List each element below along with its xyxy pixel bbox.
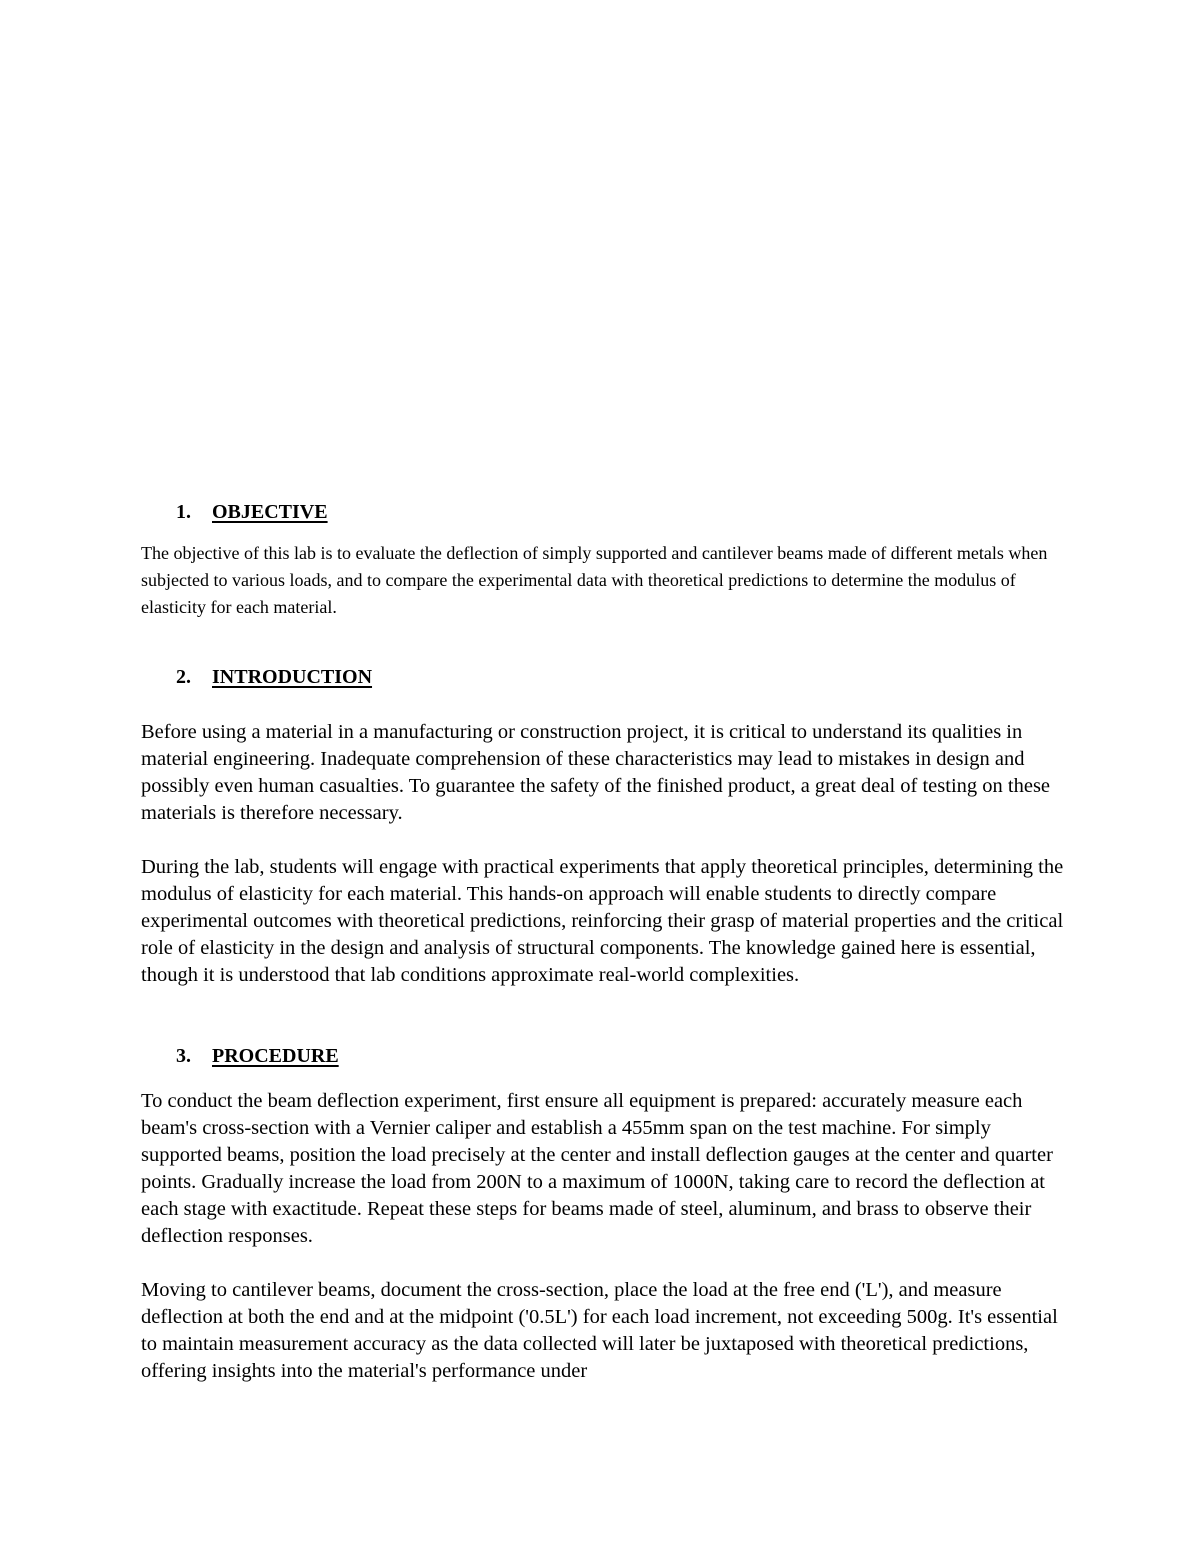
section-number: 1. xyxy=(176,501,191,523)
section-title: PROCEDURE xyxy=(212,1045,339,1067)
section-number: 3. xyxy=(176,1045,191,1067)
objective-paragraph: The objective of this lab is to evaluate the deflection of simply supported and cantilever beams made of different metals when subjected to various loads, and to compare the experimental data with theoretical predictions to determine the modulus of elasticity for each material. xyxy=(141,543,1048,617)
section-heading-procedure xyxy=(176,1044,339,1068)
procedure-paragraph-1: To conduct the beam deflection experiment, first ensure all equipment is prepared: accurately measure each beam's cross-section with a Vernier caliper and establish a 455mm span on the test machine. For simply supported beams, position the load precisely at the center and install deflection gauges at the center and quarter points. Gradually increase the load from 200N to a maximum of 1000N, taking care to record the deflection at each stage with exactitude. Repeat these steps for beams made of steel, aluminum, and brass to observe their deflection responses. xyxy=(141,1090,1053,1247)
section-title: INTRODUCTION xyxy=(212,666,373,688)
section-number: 2. xyxy=(176,666,191,688)
section-title: OBJECTIVE xyxy=(212,501,328,523)
introduction-paragraph-1: Before using a material in a manufacturing or construction project, it is critical to understand its qualities in material engineering. Inadequate comprehension of these characteristics may lead to mistakes in design and possibly even human casualties. To guarantee the safety of the finished product, a great deal of testing on these materials is therefore necessary. xyxy=(141,721,1051,824)
introduction-paragraph-2: During the lab, students will engage with practical experiments that apply theoretical principles, determining the modulus of elasticity for each material. This hands-on approach will enable students to directly compare experimental outcomes with theoretical predictions, reinforcing their grasp of material properties and the critical role of elasticity in the design and analysis of structural components. The knowledge gained here is essential, though it is understood that lab conditions approximate real-world complexities. xyxy=(141,856,1064,986)
section-heading-objective xyxy=(176,500,328,524)
section-heading-introduction xyxy=(176,665,372,689)
procedure-paragraph-2: Moving to cantilever beams, document the cross-section, place the load at the free end ('L'), and measure deflection at both the end and at the midpoint ('0.5L') for each load increment, not exceeding 500g. It's essential to maintain measurement accuracy as the data collected will later be juxtaposed with theoretical predictions, offering insights into the material's performance under xyxy=(141,1279,1058,1382)
